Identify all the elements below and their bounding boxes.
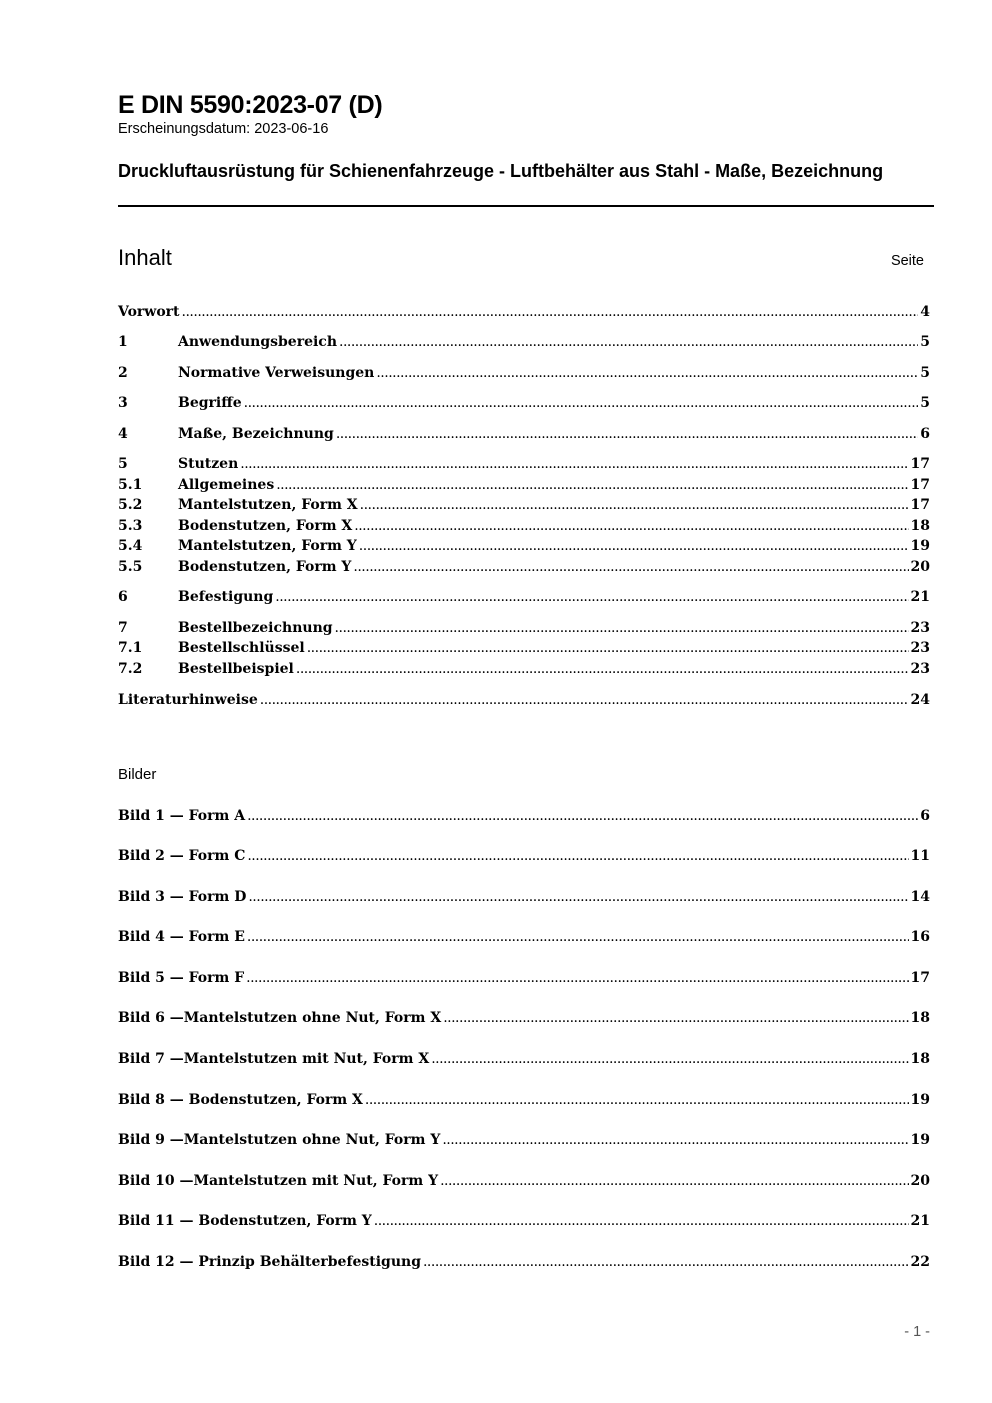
document-id: E DIN 5590:2023-07 (D) xyxy=(118,91,383,119)
toc-heading: Inhalt xyxy=(118,245,172,270)
toc-entry[interactable] xyxy=(118,587,930,607)
figure-entry[interactable] xyxy=(118,1049,930,1069)
toc-entry-number: 1 xyxy=(118,334,128,350)
toc-entry-number: 5.5 xyxy=(118,559,143,575)
figure-entry[interactable] xyxy=(118,806,930,826)
figure-entry-page: 19 xyxy=(910,1092,930,1108)
toc-entry-label: Vorwort xyxy=(118,304,180,320)
toc-entry-label: Normative Verweisungen xyxy=(178,365,375,381)
figure-entry-page: 18 xyxy=(910,1051,930,1067)
toc-leader xyxy=(307,638,909,658)
toc-entry-label: Anwendungsbereich xyxy=(178,334,337,350)
toc-entry[interactable] xyxy=(118,332,930,352)
toc-page-column-label: Seite xyxy=(890,253,924,269)
toc-entry-label: Bestellbeispiel xyxy=(178,661,294,677)
figures-heading: Bilder xyxy=(118,766,157,783)
figure-entry[interactable] xyxy=(118,1211,930,1231)
figure-entry[interactable] xyxy=(118,1090,930,1110)
toc-leader xyxy=(247,927,909,947)
toc-leader xyxy=(339,332,918,352)
toc-entry[interactable] xyxy=(118,557,930,577)
toc-leader xyxy=(335,618,909,638)
toc-entry[interactable] xyxy=(118,363,930,383)
toc-entry[interactable] xyxy=(118,393,930,413)
toc-entry-label: Befestigung xyxy=(178,589,274,605)
toc-leader xyxy=(360,495,909,515)
figure-entry-label: Bild 3 — Form D xyxy=(118,889,247,905)
figure-entry[interactable] xyxy=(118,968,930,988)
toc-leader xyxy=(182,302,919,322)
toc-entry-number: 7 xyxy=(118,620,128,636)
page-number: - 1 - xyxy=(904,1324,930,1340)
toc-leader xyxy=(423,1252,909,1272)
toc-entry-number: 5.1 xyxy=(118,477,143,493)
toc-entry[interactable] xyxy=(118,495,930,515)
figure-entry-label: Bild 7 —Mantelstutzen mit Nut, Form X xyxy=(118,1051,430,1067)
toc-entry-page: 18 xyxy=(910,518,930,534)
toc-entry-page: 4 xyxy=(920,304,930,320)
figure-entry-label: Bild 5 — Form F xyxy=(118,970,245,986)
toc-leader xyxy=(247,806,918,826)
toc-entry-label: Bestellschlüssel xyxy=(178,640,305,656)
toc-leader xyxy=(354,516,908,536)
toc-entry-page: 24 xyxy=(910,692,930,708)
figure-entry-page: 17 xyxy=(910,970,930,986)
figure-entry-page: 18 xyxy=(910,1010,930,1026)
toc-entry[interactable] xyxy=(118,475,930,495)
figure-entry-page: 16 xyxy=(910,929,930,945)
toc-leader xyxy=(442,1130,908,1150)
figure-entry-page: 6 xyxy=(920,808,930,824)
figure-entry[interactable] xyxy=(118,1252,930,1272)
figure-entry-page: 21 xyxy=(910,1213,930,1229)
toc-entry-label: Mantelstutzen, Form X xyxy=(178,497,358,513)
toc-entry-page: 20 xyxy=(910,559,930,575)
toc-entry-page: 23 xyxy=(910,620,930,636)
toc-leader xyxy=(431,1049,908,1069)
figure-entry-page: 19 xyxy=(910,1132,930,1148)
toc-entry-number: 6 xyxy=(118,589,128,605)
figure-entry[interactable] xyxy=(118,846,930,866)
figure-entry-page: 20 xyxy=(910,1173,930,1189)
toc-entry-number: 2 xyxy=(118,365,128,381)
publication-date: Erscheinungsdatum: 2023-06-16 xyxy=(118,121,329,137)
toc-entry-number: 5.3 xyxy=(118,518,143,534)
toc-entry-label: Bodenstutzen, Form Y xyxy=(178,559,352,575)
toc-entry[interactable] xyxy=(118,659,930,679)
toc-entry-page: 5 xyxy=(920,334,930,350)
toc-entry-page: 17 xyxy=(910,456,930,472)
figure-entry[interactable] xyxy=(118,887,930,907)
toc-leader xyxy=(246,968,908,988)
toc-entry[interactable] xyxy=(118,424,930,444)
toc-leader xyxy=(374,1211,909,1231)
toc-leader xyxy=(276,475,908,495)
toc-entry-number: 3 xyxy=(118,395,128,411)
figure-entry-label: Bild 8 — Bodenstutzen, Form X xyxy=(118,1092,363,1108)
figure-entry[interactable] xyxy=(118,927,930,947)
toc-leader xyxy=(440,1171,908,1191)
title-divider xyxy=(118,205,934,207)
toc-entry[interactable] xyxy=(118,454,930,474)
toc-leader xyxy=(247,846,908,866)
toc-entry[interactable] xyxy=(118,690,930,710)
document-title: Druckluftausrüstung für Schienenfahrzeuge - Luftbehälter aus Stahl - Maße, Bezeichnung xyxy=(118,161,884,181)
toc-entry[interactable] xyxy=(118,536,930,556)
toc-entry[interactable] xyxy=(118,618,930,638)
toc-entry-number: 5.4 xyxy=(118,538,143,554)
toc-entry-page: 17 xyxy=(910,477,930,493)
figure-entry-label: Bild 10 —Mantelstutzen mit Nut, Form Y xyxy=(118,1173,439,1189)
figure-entry-label: Bild 4 — Form E xyxy=(118,929,245,945)
toc-entry-page: 23 xyxy=(910,640,930,656)
toc-leader xyxy=(296,659,909,679)
toc-leader xyxy=(336,424,918,444)
figure-entry-page: 22 xyxy=(910,1254,930,1270)
toc-entry-page: 21 xyxy=(910,589,930,605)
toc-entry-number: 7.2 xyxy=(118,661,143,677)
toc-entry[interactable] xyxy=(118,638,930,658)
toc-entry-number: 7.1 xyxy=(118,640,143,656)
toc-leader xyxy=(443,1008,908,1028)
toc-entry[interactable] xyxy=(118,302,930,322)
toc-entry-page: 19 xyxy=(910,538,930,554)
toc-entry[interactable] xyxy=(118,516,930,536)
toc-entry-label: Begriffe xyxy=(178,395,242,411)
figure-entry-label: Bild 1 — Form A xyxy=(118,808,246,824)
toc-leader xyxy=(240,454,908,474)
toc-entry-label: Bodenstutzen, Form X xyxy=(178,518,353,534)
figure-entry-page: 11 xyxy=(910,848,930,864)
figure-entry[interactable] xyxy=(118,1130,930,1150)
toc-entry-page: 5 xyxy=(920,365,930,381)
toc-leader xyxy=(365,1090,909,1110)
toc-leader xyxy=(376,363,918,383)
figure-entry-label: Bild 12 — Prinzip Behälterbefestigung xyxy=(118,1254,421,1270)
figure-entry-label: Bild 2 — Form C xyxy=(118,848,246,864)
toc-leader xyxy=(244,393,919,413)
toc-entry-label: Mantelstutzen, Form Y xyxy=(178,538,357,554)
figure-entry-page: 14 xyxy=(910,889,930,905)
toc-entry-label: Allgemeines xyxy=(178,477,275,493)
figure-entry-label: Bild 11 — Bodenstutzen, Form Y xyxy=(118,1213,372,1229)
toc-entry-label: Stutzen xyxy=(178,456,239,472)
toc-entry-label: Bestellbezeichnung xyxy=(178,620,333,636)
toc-leader xyxy=(248,887,908,907)
toc-entry-page: 6 xyxy=(920,426,930,442)
toc-leader xyxy=(359,536,909,556)
toc-leader xyxy=(353,557,908,577)
figure-entry-label: Bild 6 —Mantelstutzen ohne Nut, Form X xyxy=(118,1010,442,1026)
toc-entry-label: Literaturhinweise xyxy=(118,692,258,708)
figure-entry[interactable] xyxy=(118,1008,930,1028)
toc-entry-page: 5 xyxy=(920,395,930,411)
toc-entry-number: 5.2 xyxy=(118,497,143,513)
toc-entry-page: 23 xyxy=(910,661,930,677)
toc-leader xyxy=(260,690,909,710)
toc-entry-number: 4 xyxy=(118,426,128,442)
toc-entry-label: Maße, Bezeichnung xyxy=(178,426,334,442)
toc-entry-number: 5 xyxy=(118,456,128,472)
figure-entry-label: Bild 9 —Mantelstutzen ohne Nut, Form Y xyxy=(118,1132,441,1148)
toc-leader xyxy=(275,587,908,607)
figure-entry[interactable] xyxy=(118,1171,930,1191)
toc-entry-page: 17 xyxy=(910,497,930,513)
